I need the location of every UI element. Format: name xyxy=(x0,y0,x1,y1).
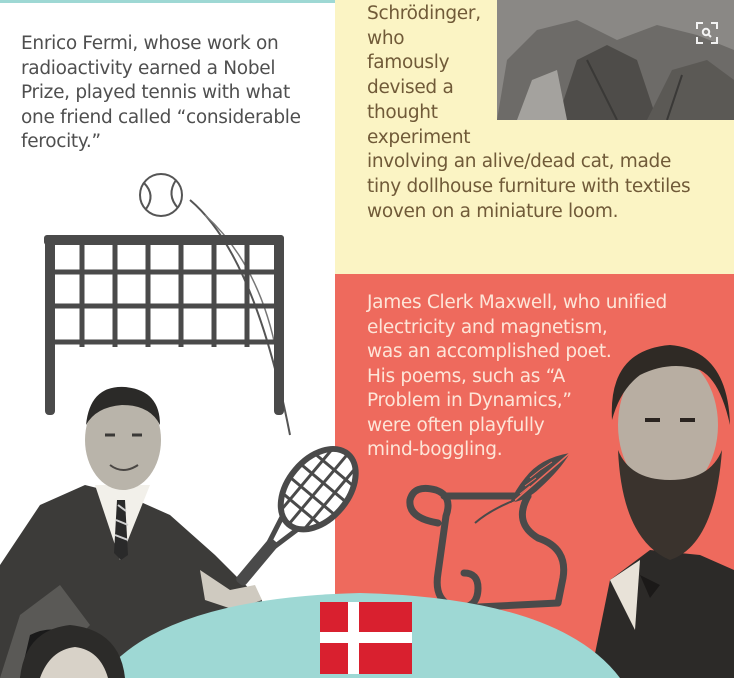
caption-line: famously xyxy=(367,52,450,74)
caption-line: Problem in Dynamics,” xyxy=(367,390,572,411)
caption-line: one friend called “considerable xyxy=(21,106,301,128)
bottom-portrait-photo xyxy=(0,615,140,678)
caption-line: mind-boggling. xyxy=(367,439,503,460)
expand-fullscreen-icon[interactable] xyxy=(694,20,720,46)
caption-line: His poems, such as “A xyxy=(367,365,565,387)
tennis-racket-icon xyxy=(225,438,370,613)
tennis-ball-icon xyxy=(136,171,188,221)
caption-line: tiny dollhouse furniture with textiles xyxy=(367,175,691,197)
denmark-flag-icon xyxy=(320,602,412,674)
caption-line: who xyxy=(367,27,405,49)
schrodinger-caption xyxy=(367,2,690,224)
caption-line: experiment xyxy=(367,126,471,148)
caption-line: ferocity.” xyxy=(21,131,101,152)
caption-line: Enrico Fermi, whose work on xyxy=(21,33,279,54)
caption-line: were often playfully xyxy=(367,414,545,436)
top-accent-bar xyxy=(0,0,335,3)
caption-line: was an accomplished poet. xyxy=(367,341,612,362)
caption-line: electricity and magnetism, xyxy=(367,316,608,338)
caption-line: radioactivity earned a Nobel xyxy=(21,57,276,79)
caption-line: involving an alive/dead cat, made xyxy=(367,151,672,173)
caption-line: Prize, played tennis with what xyxy=(21,82,290,103)
fermi-caption xyxy=(21,32,321,155)
caption-line: thought xyxy=(367,101,438,123)
caption-line: James Clerk Maxwell, who unified xyxy=(367,292,667,313)
caption-line: Schrödinger, xyxy=(367,3,481,24)
caption-line: woven on a miniature loom. xyxy=(367,200,619,222)
caption-line: devised a xyxy=(367,77,454,99)
